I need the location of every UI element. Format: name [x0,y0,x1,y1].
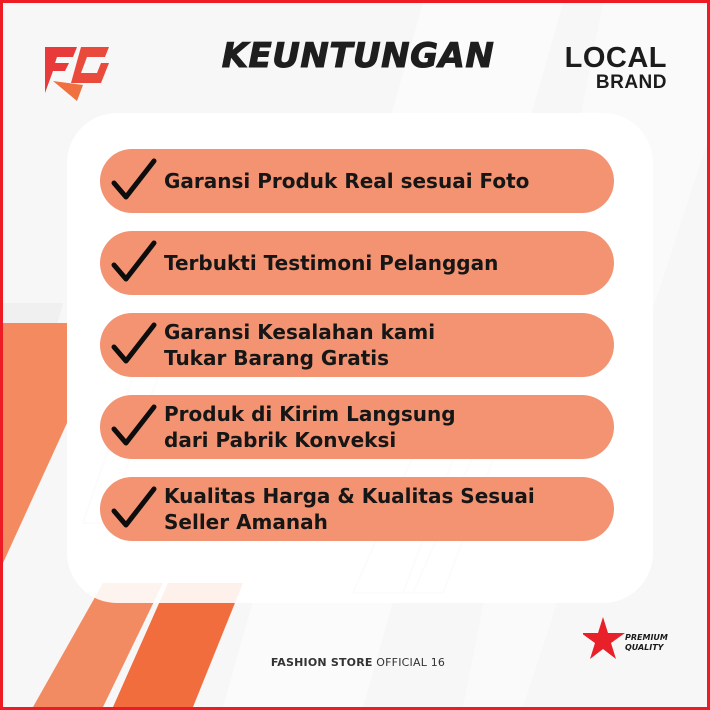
badge-line-2: QUALITY [625,643,664,652]
page-title: KEUNTUNGAN [221,36,495,76]
benefit-label: Garansi Kesalahan kami Tukar Barang Gratis [164,320,436,370]
benefit-label: Garansi Produk Real sesuai Foto [164,169,530,193]
benefit-item-3 [100,313,614,377]
store-name-bold: FASHION STORE [270,656,373,669]
checkmark-icon [110,321,158,369]
benefit-label: Terbukti Testimoni Pelanggan [164,251,499,275]
checkmark-icon [110,157,158,205]
brand-top-text: LOCAL [564,42,667,74]
benefit-label: Kualitas Harga & Kualitas Sesuai Seller Amanah [164,484,535,534]
premium-quality-badge [625,633,668,653]
brand-bottom-text: BRAND [595,72,667,93]
store-name-rest: OFFICIAL 16 [372,656,446,669]
local-brand-logo [547,43,667,93]
checkmark-icon [110,239,158,287]
benefit-label: Produk di Kirim Langsung dari Pabrik Konveksi [164,402,456,452]
benefit-item-4 [100,395,614,459]
badge-line-1: PREMIUM [625,633,668,642]
benefit-item-5 [100,477,614,541]
checkmark-icon [110,403,158,451]
benefit-item-2 [100,231,614,295]
benefit-item-1 [100,149,614,213]
checkmark-icon [110,485,158,533]
fc-logo-icon [43,43,111,103]
